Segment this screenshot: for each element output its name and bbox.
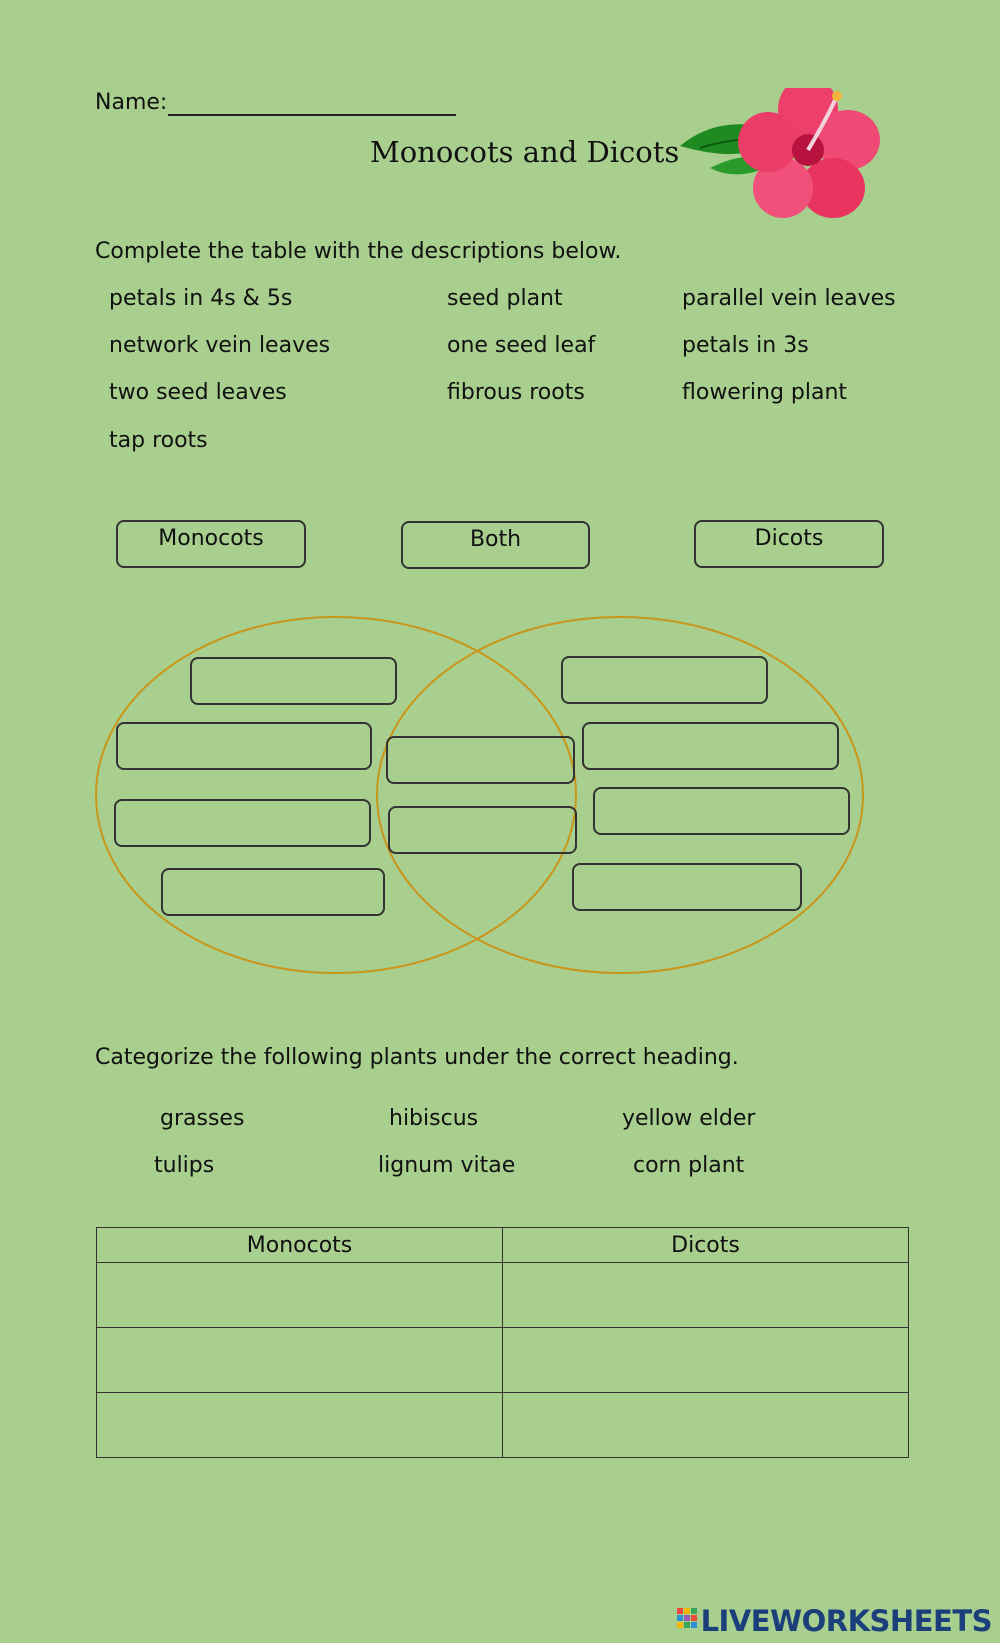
page-title: Monocots and Dicots <box>370 135 680 169</box>
both-answer-box[interactable] <box>386 736 575 784</box>
dicot-answer-box[interactable] <box>572 863 802 911</box>
dicot-answer-box[interactable] <box>593 787 850 835</box>
desc-item[interactable]: petals in 4s & 5s <box>109 286 293 311</box>
plant-item[interactable]: lignum vitae <box>378 1153 516 1178</box>
heading-box-dicots: Dicots <box>694 520 884 568</box>
desc-item[interactable]: seed plant <box>447 286 563 311</box>
heading-box-both: Both <box>401 521 590 569</box>
plant-item[interactable]: grasses <box>160 1106 245 1131</box>
liveworksheets-logo-text: LIVEWORKSHEETS <box>700 1604 992 1638</box>
monocot-answer-box[interactable] <box>190 657 397 705</box>
categorize-table <box>96 1227 909 1458</box>
liveworksheets-logo <box>677 1604 992 1638</box>
monocot-answer-box[interactable] <box>116 722 372 770</box>
liveworksheets-logo-icon <box>677 1608 699 1634</box>
monocot-drop-cell[interactable] <box>97 1328 503 1393</box>
dicot-drop-cell[interactable] <box>503 1328 909 1393</box>
desc-item[interactable]: one seed leaf <box>447 333 596 358</box>
desc-item[interactable]: network vein leaves <box>109 333 331 358</box>
table-row <box>97 1263 909 1328</box>
desc-item[interactable]: fibrous roots <box>447 380 585 405</box>
instruction-complete-table: Complete the table with the descriptions below. <box>95 239 622 264</box>
both-answer-box[interactable] <box>388 806 577 854</box>
desc-item[interactable]: tap roots <box>109 428 208 453</box>
plant-item[interactable]: yellow elder <box>622 1106 756 1131</box>
plant-item[interactable]: hibiscus <box>389 1106 479 1131</box>
monocot-drop-cell[interactable] <box>97 1393 503 1458</box>
table-row <box>97 1328 909 1393</box>
table-row <box>97 1393 909 1458</box>
name-label: Name: <box>95 90 168 115</box>
heading-box-monocots: Monocots <box>116 520 306 568</box>
monocot-answer-box[interactable] <box>161 868 385 916</box>
instruction-categorize: Categorize the following plants under the correct heading. <box>95 1045 739 1070</box>
plant-item[interactable]: tulips <box>154 1153 215 1178</box>
table-header-monocots: Monocots <box>97 1228 503 1263</box>
dicot-answer-box[interactable] <box>582 722 839 770</box>
monocot-answer-box[interactable] <box>114 799 371 847</box>
hibiscus-flower-image <box>680 88 890 223</box>
desc-item[interactable]: flowering plant <box>682 380 848 405</box>
name-input-line[interactable] <box>168 114 456 116</box>
plant-item[interactable]: corn plant <box>633 1153 745 1178</box>
desc-item[interactable]: petals in 3s <box>682 333 809 358</box>
table-header-row <box>97 1228 909 1263</box>
dicot-drop-cell[interactable] <box>503 1393 909 1458</box>
dicot-drop-cell[interactable] <box>503 1263 909 1328</box>
monocot-drop-cell[interactable] <box>97 1263 503 1328</box>
dicot-answer-box[interactable] <box>561 656 768 704</box>
table-header-dicots: Dicots <box>503 1228 909 1263</box>
desc-item[interactable]: two seed leaves <box>109 380 287 405</box>
desc-item[interactable]: parallel vein leaves <box>682 286 896 311</box>
